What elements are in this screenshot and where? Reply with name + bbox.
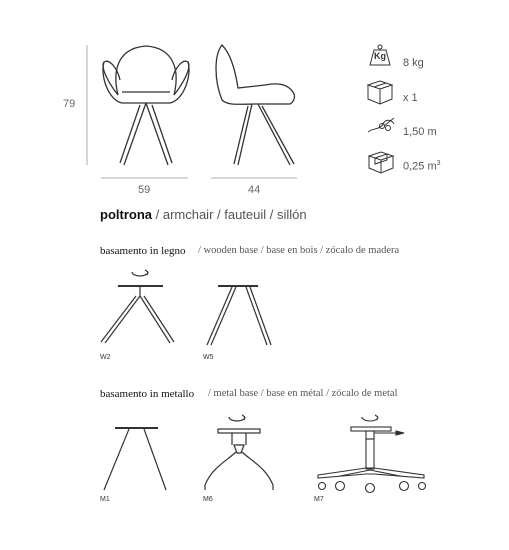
volume-exponent: 3 (436, 160, 441, 167)
package-volume-icon (369, 152, 393, 173)
weight-value: 8 kg (403, 57, 424, 69)
fabric-scissors-icon (368, 118, 394, 132)
volume-number: 0,25 m (403, 160, 437, 173)
base-w2-drawing (101, 270, 174, 343)
volume-value (403, 160, 441, 173)
product-title (100, 207, 307, 222)
base-m7-drawing (318, 415, 426, 493)
width-dimension: 59 (138, 184, 151, 196)
wooden-base-translations: / wooden base / base en bois / zócalo de madera (198, 245, 400, 256)
metal-base-heading: basamento in metallo (100, 388, 195, 400)
metal-base-translations: / metal base / base en métal / zócalo de metal (208, 388, 398, 399)
base-code-m7: M7 (314, 496, 324, 503)
base-w5-drawing (207, 286, 271, 345)
product-translations: / armchair / fauteuil / sillón (152, 207, 307, 222)
quantity-value: x 1 (403, 92, 418, 104)
weight-badge-label: Kg (374, 51, 386, 61)
product-name: poltrona (100, 207, 152, 222)
armchair-side-view (216, 45, 294, 165)
fabric-length-value: 1,50 m (403, 126, 437, 138)
base-m6-drawing (205, 415, 273, 490)
armchair-front-view (103, 46, 189, 165)
base-m1-drawing (104, 428, 166, 490)
box-icon (368, 81, 392, 104)
height-dimension: 79 (63, 98, 76, 110)
base-code-w2: W2 (100, 354, 111, 361)
base-code-m6: M6 (203, 496, 213, 503)
depth-dimension: 44 (248, 184, 261, 196)
base-code-m1: M1 (100, 496, 110, 503)
base-code-w5: W5 (203, 354, 214, 361)
wooden-base-heading: basamento in legno (100, 245, 186, 257)
